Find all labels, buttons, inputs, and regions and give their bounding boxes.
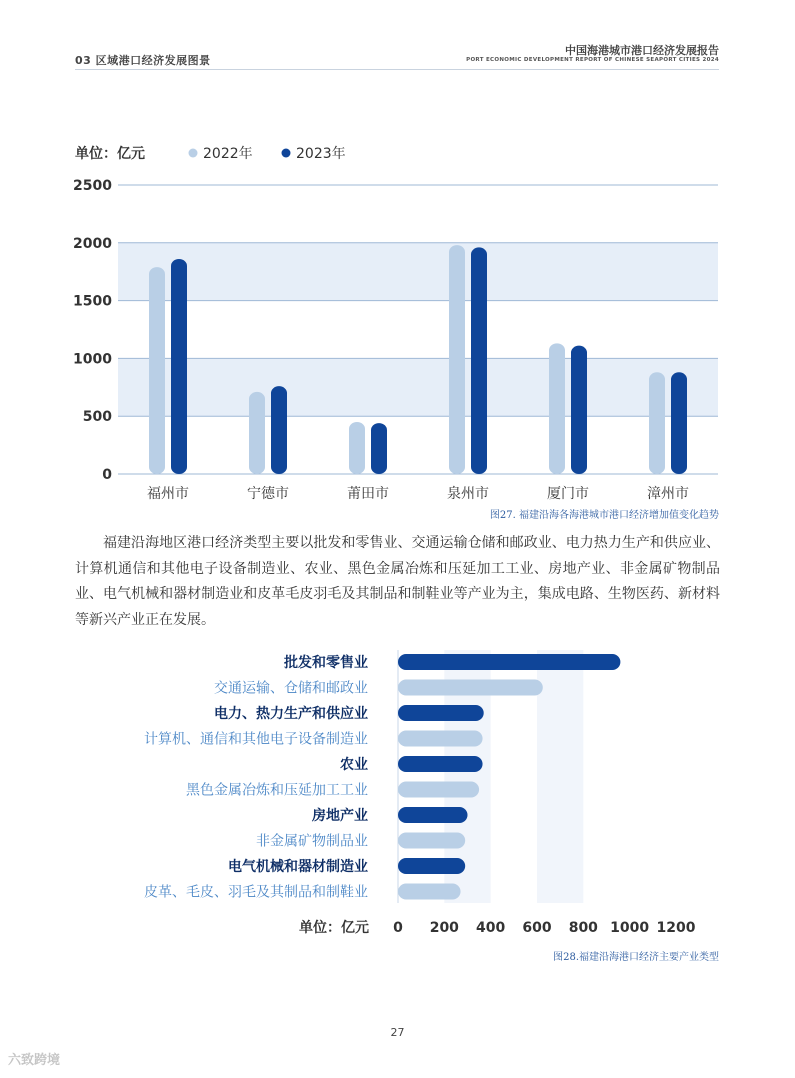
category-label: 黑色金属冶炼和压延加工工业 [186,782,368,799]
legend-marker [189,149,198,158]
report-title-cn: 中国海港城市港口经济发展报告 [565,44,719,57]
bar [398,705,484,721]
bar-2022 [549,343,565,474]
grid-band [118,243,718,301]
legend-marker [282,149,291,158]
bar [398,858,465,874]
y-tick-label: 1500 [73,293,112,310]
category-label: 交通运输、仓储和邮政业 [214,680,368,697]
unit-label: 单位：亿元 [299,920,369,936]
bar-2023 [571,346,587,474]
bar-2023 [671,372,687,474]
legend-label: 2023年 [296,146,346,162]
bar [398,782,479,798]
category-label: 皮革、毛皮、羽毛及其制品和制鞋业 [144,884,368,901]
figure-28-caption: 图28.福建沿海港口经济主要产业类型 [553,952,719,963]
category-label: 批发和零售业 [284,655,368,671]
x-tick-label: 0 [393,920,403,936]
category-label: 计算机、通信和其他电子设备制造业 [144,731,368,748]
page-number: 27 [390,1026,405,1039]
watermark-text: 六致跨境 [8,1053,61,1068]
bar-2022 [649,372,665,474]
report-title-en: PORT ECONOMIC DEVELOPMENT REPORT OF CHINESE SEAPORT CITIES 2024 [466,57,719,63]
bar-2022 [149,267,165,474]
grid-band [537,650,583,903]
body-paragraph: 福建沿海地区港口经济类型主要以批发和零售业、交通运输仓储和邮政业、电力热力生产和供应业、计算机通信和其他电子设备制造业、农业、黑色金属冶炼和压延加工工业、房地产业、非金属矿物制品业、电气机械和器材制造业和皮革毛皮羽毛及其制品和制鞋业等产业为主，集成电路、生物医药、新材料等新兴产业正在发展。 [75,535,720,628]
y-tick-label: 0 [102,467,112,483]
category-label: 农业 [340,757,368,773]
category-label: 电力、热力生产和供应业 [214,706,368,722]
x-tick-label: 800 [568,920,598,936]
grid-band [118,358,718,416]
x-tick-label: 1000 [610,920,650,936]
x-tick-label: 600 [522,920,552,936]
y-tick-label: 1000 [73,351,112,368]
bar [398,756,483,772]
bar [398,654,620,670]
grid-band [444,650,490,903]
bar [398,731,483,747]
unit-label: 单位：亿元 [75,146,145,162]
category-label: 电气机械和器材制造业 [228,859,368,875]
category-label: 非金属矿物制品业 [256,833,368,850]
bar-2023 [371,423,387,474]
category-label: 房地产业 [312,808,368,824]
bar-2022 [449,245,465,474]
bar [398,884,461,900]
x-category-label: 泉州市 [447,486,489,502]
legend-label: 2022年 [203,146,253,162]
bar [398,807,468,823]
bar-2023 [271,386,287,474]
x-tick-label: 200 [429,920,459,936]
y-tick-label: 500 [82,409,112,426]
x-category-label: 福州市 [147,486,189,502]
bar-2022 [249,392,265,474]
port-gdp-bar-chart [0,0,795,520]
y-tick-label: 2000 [73,235,112,252]
x-category-label: 厦门市 [547,486,589,502]
bar [398,833,465,849]
section-header: 03 区域港口经济发展图景 [75,54,211,67]
x-category-label: 莆田市 [347,486,389,502]
x-tick-label: 400 [476,920,506,936]
x-category-label: 宁德市 [247,486,289,502]
figure-27-caption: 图27. 福建沿海各海港城市港口经济增加值变化趋势 [489,510,719,521]
bar-2023 [171,259,187,474]
bar-2022 [349,422,365,474]
bar-2023 [471,247,487,474]
x-tick-label: 1200 [656,920,696,936]
bar [398,680,543,696]
x-category-label: 漳州市 [647,486,689,502]
y-tick-label: 2500 [73,178,112,194]
